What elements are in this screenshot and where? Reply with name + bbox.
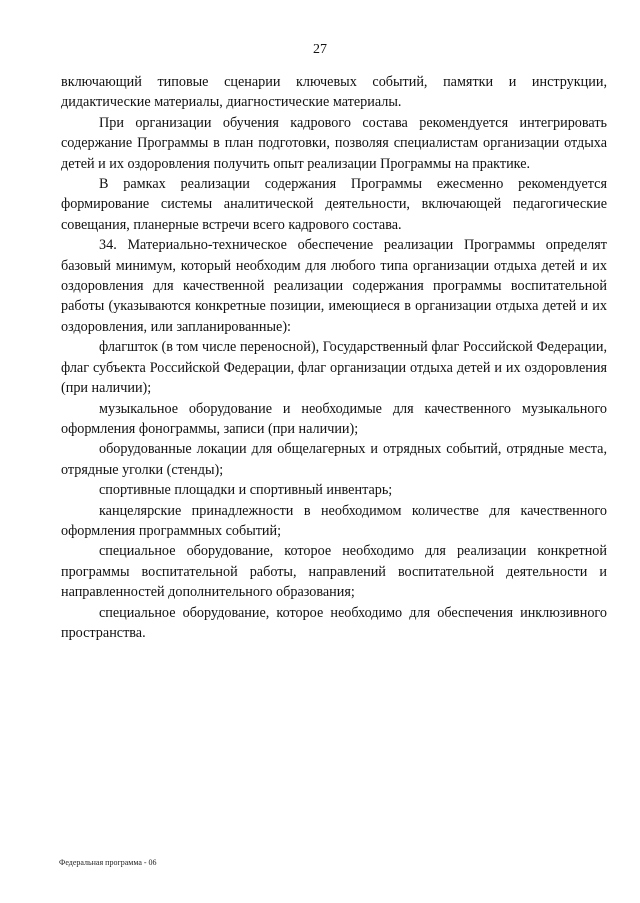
footer-note: Федеральная программа - 06 [59,858,157,867]
paragraph-analytical-activity: В рамках реализации содержания Программы ежесменно рекомендуется формирование системы аналитической деятельности, включающей педагогические совещания, планерные встречи всего кадрового состава. [61,176,607,233]
page-number: 27 [313,42,327,57]
paragraph-staff-training: При организации обучения кадрового состава рекомендуется интегрировать содержание Программы в план подготовки, позволяя специалистам организации отдыха детей и их оздоровления получить опыт реализации Программы на практике. [61,114,607,172]
list-item-sports: спортивные площадки и спортивный инвентарь; [99,482,393,499]
paragraph-continuation: включающий типовые сценарии ключевых событий, памятки и инструкции, дидактические материалы, диагностические материалы. [61,74,607,111]
paragraph-item-34: 34. Материально-техническое обеспечение реализации Программы определят базовый минимум, который необходим для любого типа организации отдыха детей и их оздоровления для качественной реализации содержания программы воспитательной работы (указываются конкретные позиции, имеющиеся в организации отдыха детей и их оздоровления, или запланированные): [61,237,607,335]
list-item-flags: флагшток (в том числе переносной), Государственный флаг Российской Федерации, флаг субъекта Российской Федерации, флаг организации отдыха детей и их оздоровления (при наличии); [61,339,607,397]
list-item-special-equipment: специальное оборудование, которое необходимо для реализации конкретной программы воспитательной работы, направлений воспитательной деятельности и направленностей дополнительного образования; [61,543,607,601]
list-item-music-equipment: музыкальное оборудование и необходимые для качественного музыкального оформления фонограммы, записи (при наличии); [61,400,607,437]
list-item-locations: оборудованные локации для общелагерных и отрядных событий, отрядные места, отрядные уголки (стенды); [61,441,607,478]
list-item-stationery: канцелярские принадлежности в необходимом количестве для качественного оформления программных событий; [61,502,607,539]
document-body [61,72,607,643]
list-item-inclusive-equipment: специальное оборудование, которое необходимо для обеспечения инклюзивного пространства. [61,604,607,641]
